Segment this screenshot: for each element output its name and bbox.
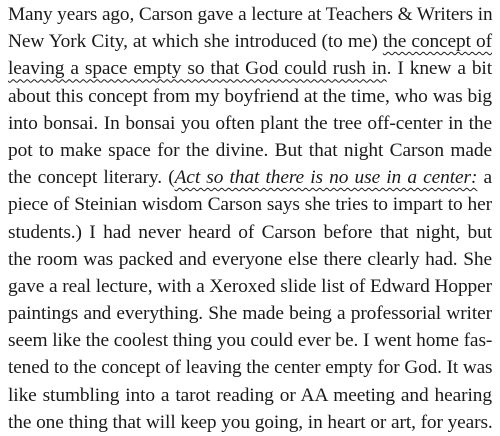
text-line: seem like the coolest thing you could ever be. I went home fas- <box>8 330 493 352</box>
text-line: New York City, at which she introduced (to me) the concept of <box>8 31 493 53</box>
text-line: pot to make space for the divine. But that night Carson made <box>8 139 492 161</box>
text-line: gave a real lecture, with a Xeroxed slide list of Edward Hopper <box>8 275 492 297</box>
text-line: into bonsai. In bonsai you often plant the tree off-center in the <box>8 112 492 134</box>
underlined-phrase: the concept of <box>382 31 493 53</box>
text-line: the one thing that will keep you going, in heart or art, for years. <box>8 411 493 433</box>
text-line: paintings and everything. She made being a professorial writer <box>8 303 492 325</box>
text-line: piece of Steinian wisdom Carson says she tries to impart to her <box>8 194 492 216</box>
text-line: the concept literary. (Act so that there is no use in a center: a <box>8 167 492 189</box>
text-line: the room was packed and everyone else there clearly had. She <box>8 248 492 270</box>
text-line: leaving a space empty so that God could rush in. I knew a bit <box>8 58 493 80</box>
underlined-phrase: leaving a space empty so that God could rush in <box>8 58 387 80</box>
text-line: students.) I had never heard of Carson before that night, but <box>8 221 492 243</box>
text-line: tened to the concept of leaving the center empty for God. It was <box>8 357 493 379</box>
text-line: Many years ago, Carson gave a lecture at Teachers & Writers in <box>8 4 493 25</box>
text-line: like stumbling into a tarot reading or AA meeting and hearing <box>8 384 492 406</box>
text-line: about this concept from my boyfriend at the time, who was big <box>8 85 492 107</box>
underlined-quote: Act so that there is no use in a center: <box>174 167 478 189</box>
